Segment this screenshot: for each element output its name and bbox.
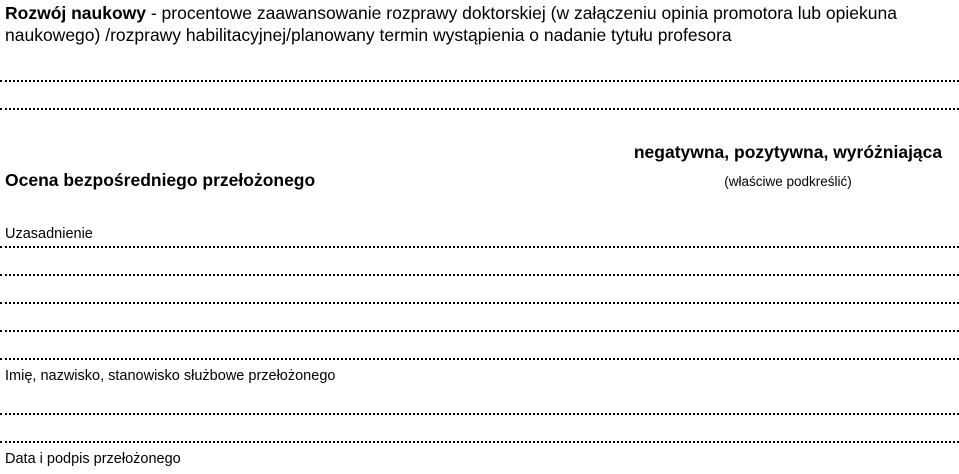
rating-options[interactable]: negatywna, pozytywna, wyróżniająca xyxy=(633,142,943,162)
justification-line-2[interactable] xyxy=(0,274,959,276)
rating-hint: (właściwe podkreślić) xyxy=(724,174,852,189)
justification-line-3[interactable] xyxy=(0,302,959,304)
justification-line-4[interactable] xyxy=(0,330,959,332)
justification-line-1[interactable] xyxy=(0,246,959,248)
rating-label: Ocena bezpośredniego przełożonego xyxy=(5,170,316,190)
supervisor-label: Imię, nazwisko, stanowisko służbowe przełożonego xyxy=(5,368,336,384)
intro-heading: Rozwój naukowy xyxy=(5,3,146,23)
answer-line-2[interactable] xyxy=(0,108,959,110)
answer-line-1[interactable] xyxy=(0,80,959,82)
supervisor-line[interactable] xyxy=(0,413,959,415)
signature-label: Data i podpis przełożonego xyxy=(5,451,181,467)
justification-line-5[interactable] xyxy=(0,358,959,360)
signature-line[interactable] xyxy=(0,441,959,443)
intro-paragraph xyxy=(5,2,955,46)
justification-label: Uzasadnienie xyxy=(5,226,93,242)
intro-text: - procentowe zaawansowanie rozprawy doktorskiej (w załączeniu opinia promotora lub opiekuna naukowego) /rozprawy habilitacyjnej/planowany termin wystąpienia o nadanie tytułu profesora xyxy=(5,3,897,45)
